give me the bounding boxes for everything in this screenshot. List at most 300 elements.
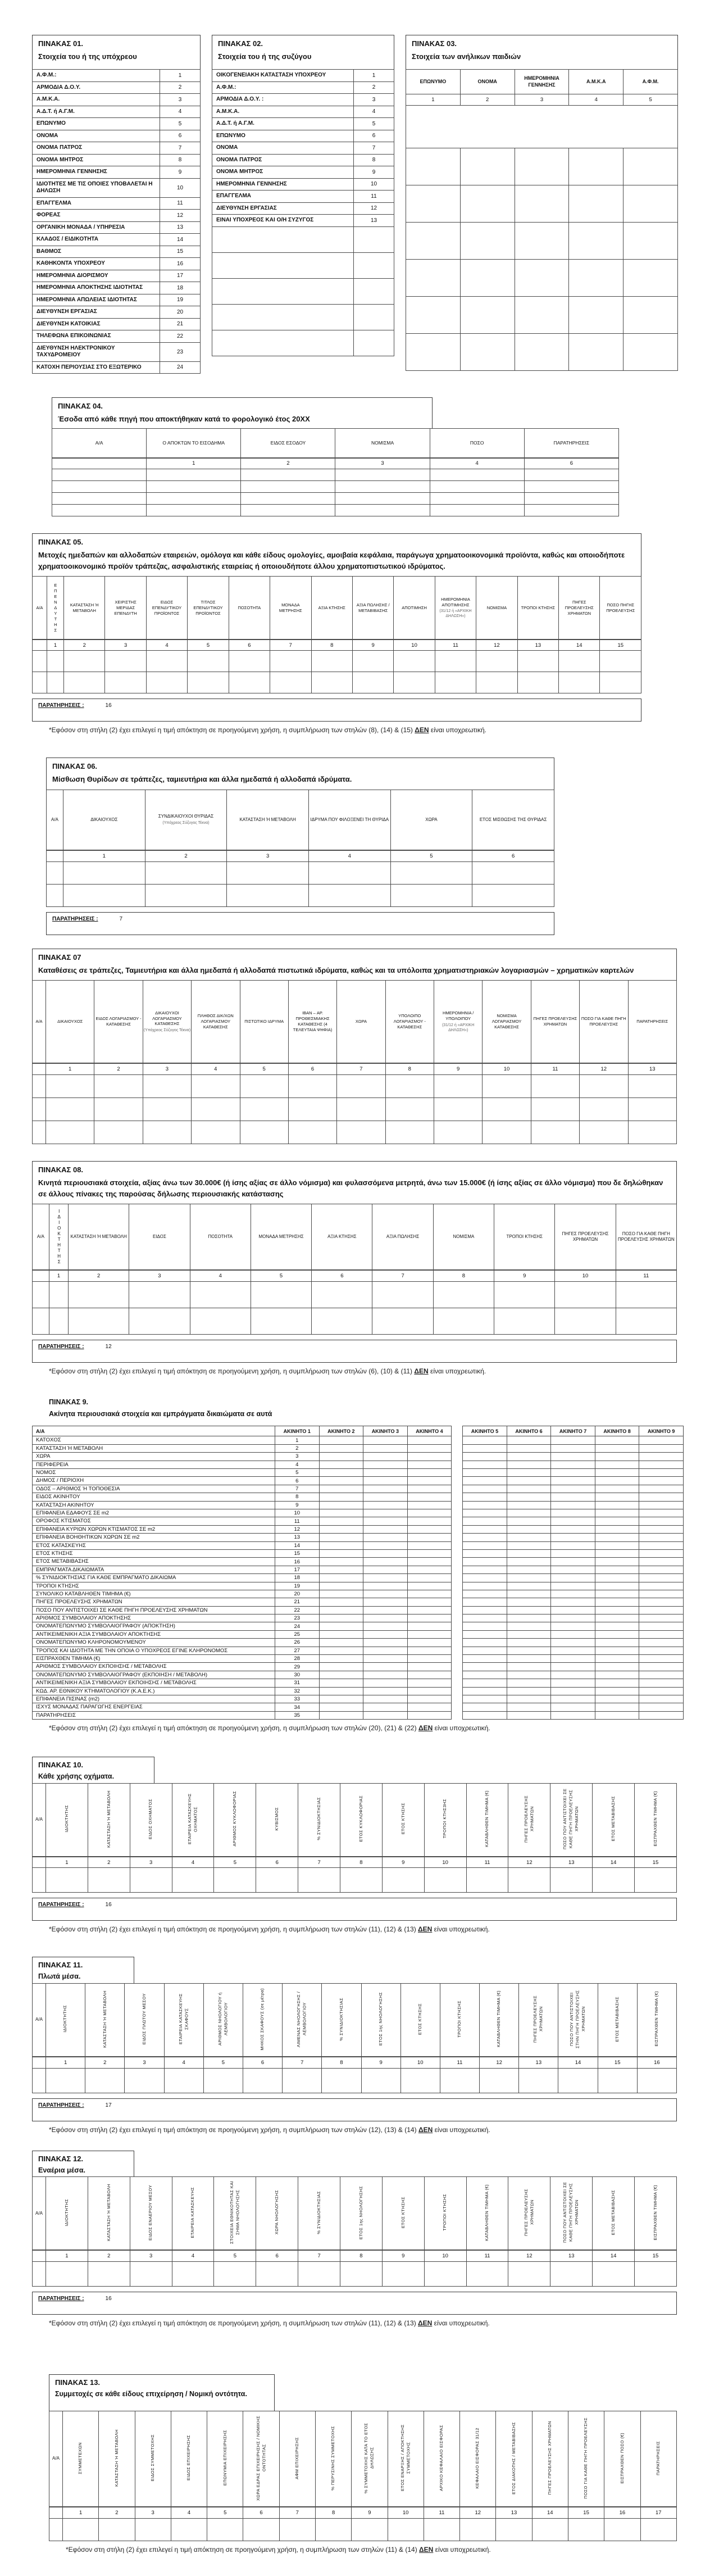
field-row bbox=[33, 1436, 684, 1444]
empty-cell bbox=[407, 1655, 452, 1663]
column-header: ΑΚΙΝΗΤΟ 9 bbox=[639, 1426, 684, 1436]
pinakas-07 bbox=[32, 949, 677, 1144]
empty-cell bbox=[312, 1281, 372, 1308]
empty-cell bbox=[507, 1549, 551, 1557]
empty-cell bbox=[639, 1444, 684, 1452]
column-number bbox=[33, 1857, 46, 1868]
empty-cell bbox=[319, 1574, 363, 1582]
column-header: ΚΑΤΑΒΛΗΘΕΝ ΤΙΜΗΜΑ (€) bbox=[466, 2177, 508, 2251]
column-header: ΑΡΙΘΜΟΣ ΝΗΟΛΟΓΙΟΥ ή ΛΕΜΒΟΛΟΓΙΟΥ bbox=[203, 1983, 243, 2057]
empty-cell bbox=[595, 1436, 639, 1444]
column-header: ΑΚΙΝΗΤΟ 4 bbox=[407, 1426, 452, 1436]
field-label: ΟΝΟΜΑ bbox=[33, 130, 160, 142]
empty-cell bbox=[363, 1517, 408, 1525]
remarks-code: 16 bbox=[105, 702, 112, 709]
empty-cell bbox=[551, 1598, 595, 1606]
empty-cell bbox=[580, 1074, 628, 1097]
empty-cell bbox=[507, 1525, 551, 1533]
field-row bbox=[33, 1582, 684, 1590]
column-header: ΠΟΣΟ ΠΟΥ ΑΝΤΙΣΤΟΙΧΕΙ ΣΤΗΝ ΠΗΓΗ ΠΡΟΕΛΕΥΣΗΣ ΧΡΗΜΑΤΩΝ bbox=[558, 1983, 598, 2057]
column-number: 6 bbox=[524, 458, 618, 469]
empty-cell bbox=[406, 297, 461, 334]
pinakas-09 bbox=[32, 1396, 684, 1732]
empty-cell bbox=[352, 651, 393, 672]
column-number bbox=[33, 1270, 49, 1281]
empty-cell bbox=[146, 672, 187, 693]
empty-cell bbox=[483, 1097, 531, 1121]
empty-cell bbox=[639, 1582, 684, 1590]
field-code: 17 bbox=[275, 1566, 320, 1573]
field-code: 1 bbox=[275, 1436, 320, 1444]
column-number: 3 bbox=[143, 1063, 191, 1074]
column-header: ΣΥΜΜΕΤΕΧΩΝ bbox=[63, 2411, 99, 2507]
empty-cell bbox=[494, 1308, 555, 1334]
empty-cell bbox=[507, 1614, 551, 1622]
field-code: 16 bbox=[160, 258, 201, 270]
empty-cell bbox=[372, 1308, 433, 1334]
field-code: 14 bbox=[160, 234, 201, 246]
empty-cell bbox=[363, 1436, 408, 1444]
column-number: 5 bbox=[251, 1270, 311, 1281]
column-number: 1 bbox=[406, 94, 461, 106]
column-header: ΧΕΙΡΙΣΤΗΣ ΜΕΡΙΔΑΣ ΕΠΕΝΔΥΤΗ bbox=[105, 577, 146, 640]
empty-cell bbox=[531, 1074, 579, 1097]
empty-cell bbox=[463, 1525, 507, 1533]
column-number: 5 bbox=[623, 94, 678, 106]
empty-cell bbox=[407, 1703, 452, 1711]
empty-cell bbox=[551, 1622, 595, 1630]
empty-cell bbox=[616, 1281, 676, 1308]
column-number: 4 bbox=[172, 2250, 214, 2261]
column-header: ΕΤΟΣ ΚΤΗΣΗΣ bbox=[382, 1783, 424, 1857]
empty-row bbox=[33, 1121, 677, 1144]
field-row bbox=[33, 1655, 684, 1663]
column-number: 11 bbox=[466, 1857, 508, 1868]
table-gap bbox=[452, 1534, 463, 1541]
empty-cell bbox=[319, 1541, 363, 1549]
table-gap bbox=[452, 1525, 463, 1533]
column-number-row bbox=[49, 2507, 677, 2518]
empty-cell bbox=[569, 334, 623, 371]
empty-cell bbox=[145, 884, 227, 906]
column-header: ΤΡΟΠΟΙ ΚΤΗΣΗΣ bbox=[440, 1983, 479, 2057]
empty-cell bbox=[243, 2068, 282, 2093]
empty-cell bbox=[639, 1614, 684, 1622]
column-header: ΧΩΡΑ ΕΔΡΑΣ ΕΠΙΧΕΙΡΗΣΗΣ / ΝΟΜΙΚΗΣ ΟΝΤΟΤΗΤΑΣ bbox=[243, 2411, 279, 2507]
column-number: 10 bbox=[424, 2250, 466, 2261]
empty-cell bbox=[639, 1679, 684, 1687]
field-code: 10 bbox=[160, 178, 201, 197]
empty-cell bbox=[463, 1517, 507, 1525]
column-number: 16 bbox=[637, 2057, 676, 2068]
empty-cell bbox=[551, 1525, 595, 1533]
column-number: 5 bbox=[390, 850, 472, 861]
empty-cell bbox=[33, 2068, 46, 2093]
column-header: ΚΑΤΑΒΛΗΘΕΝ ΤΙΜΗΜΑ (€) bbox=[466, 1783, 508, 1857]
field-row bbox=[33, 197, 201, 210]
column-header: ΕΙΣΠΡΑΧΘΕΝ ΤΙΜΗΜΑ (€) bbox=[635, 2177, 677, 2251]
column-header: ΠΗΓΕΣ ΠΡΟΕΛΕΥΣΗΣ ΧΡΗΜΑΤΩΝ bbox=[519, 1983, 558, 2057]
column-number bbox=[49, 2507, 63, 2518]
column-header: ΠΛΗΘΟΣ ΔΙΚ/ΧΩΝ ΛΟΓΑΡΙΑΣΜΟΥ ΚΑΤΑΘΕΣΗΣ bbox=[192, 980, 240, 1063]
column-number: 2 bbox=[94, 1063, 143, 1074]
field-code: 11 bbox=[354, 191, 394, 203]
empty-cell bbox=[507, 1501, 551, 1509]
column-number: 13 bbox=[550, 1857, 593, 1868]
field-row bbox=[33, 1477, 684, 1485]
empty-cell bbox=[33, 1097, 46, 1121]
empty-cell bbox=[595, 1501, 639, 1509]
table-gap bbox=[452, 1436, 463, 1444]
empty-cell bbox=[46, 1868, 88, 1893]
empty-row bbox=[212, 304, 394, 330]
field-row bbox=[212, 215, 394, 227]
empty-row bbox=[33, 2068, 677, 2093]
table-gap bbox=[452, 1426, 463, 1436]
column-header: ΕΙΔΟΣ ΕΣΟΔΟΥ bbox=[241, 429, 335, 458]
empty-cell bbox=[388, 2518, 424, 2541]
empty-cell bbox=[595, 1622, 639, 1630]
empty-cell bbox=[363, 1477, 408, 1485]
column-header: ΚΑΤΑΣΤΑΣΗ Ή ΜΕΤΑΒΟΛΗ bbox=[64, 577, 105, 640]
field-code: 8 bbox=[160, 154, 201, 166]
column-number: 3 bbox=[129, 1270, 190, 1281]
field-row bbox=[33, 1501, 684, 1509]
table-title: Καταθέσεις σε τράπεζες, Ταμιευτήρια και άλλα ημεδαπά ή αλλοδαπά πιστωτικά ιδρύματα, καθώς και τα υπόλοιπα χρηματιστηριακών λογαριασμών – χρηματικών καρτελών bbox=[38, 965, 634, 974]
field-row bbox=[33, 142, 201, 155]
table-number: ΠΙΝΑΚΑΣ 07 bbox=[38, 953, 81, 962]
empty-cell bbox=[466, 1868, 508, 1893]
empty-cell bbox=[555, 1308, 616, 1334]
field-row bbox=[33, 342, 201, 361]
empty-cell bbox=[507, 1444, 551, 1452]
field-code: 26 bbox=[275, 1639, 320, 1647]
column-header: Ο ΑΠΟΚΤΩΝ ΤΟ ΕΙΣΟΔΗΜΑ bbox=[147, 429, 241, 458]
empty-cell bbox=[319, 1493, 363, 1501]
empty-cell bbox=[639, 1436, 684, 1444]
table-gap bbox=[452, 1703, 463, 1711]
empty-cell bbox=[551, 1703, 595, 1711]
field-label: ΔΙΕΥΘΥΝΣΗ ΗΛΕΚΤΡΟΝΙΚΟΥ ΤΑΧΥΔΡΟΜΕΙΟΥ bbox=[33, 342, 160, 361]
table-number: ΠΙΝΑΚΑΣ 03. bbox=[412, 39, 457, 48]
empty-cell bbox=[406, 106, 678, 148]
empty-cell bbox=[33, 1308, 49, 1334]
empty-cell bbox=[337, 1097, 385, 1121]
field-label: ΤΗΛΕΦΩΝΑ ΕΠΙΚΟΙΝΩΝΙΑΣ bbox=[33, 330, 160, 343]
empty-row bbox=[406, 260, 678, 297]
empty-cell bbox=[229, 651, 270, 672]
pinakas-12 bbox=[32, 2151, 677, 2327]
empty-cell bbox=[241, 505, 335, 516]
pinakas-10-table bbox=[32, 1783, 677, 1893]
empty-cell bbox=[319, 1485, 363, 1493]
column-number: 11 bbox=[616, 1270, 676, 1281]
empty-row bbox=[212, 252, 394, 278]
column-number: 13 bbox=[550, 2250, 593, 2261]
empty-cell bbox=[319, 1461, 363, 1468]
field-row bbox=[33, 282, 201, 294]
empty-cell bbox=[227, 861, 309, 884]
column-number: 12 bbox=[508, 2250, 550, 2261]
column-number: 9 bbox=[494, 1270, 555, 1281]
column-number: 12 bbox=[460, 2507, 496, 2518]
column-number: 6 bbox=[229, 640, 270, 651]
empty-cell bbox=[363, 1639, 408, 1647]
column-number: 10 bbox=[424, 1857, 466, 1868]
empty-cell bbox=[319, 1655, 363, 1663]
column-header: ΑΞΙΑ ΠΩΛΗΣΗΣ / ΜΕΤΑΒΙΒΑΣΗΣ bbox=[352, 577, 393, 640]
field-code: 21 bbox=[160, 318, 201, 330]
header-row bbox=[33, 1783, 677, 1857]
empty-cell bbox=[363, 1525, 408, 1533]
table-gap bbox=[452, 1509, 463, 1517]
field-label: ΑΡΜΟΔΙΑ Δ.Ο.Υ. : bbox=[212, 94, 354, 106]
empty-cell bbox=[507, 1622, 551, 1630]
empty-cell bbox=[430, 481, 524, 493]
empty-cell bbox=[595, 1566, 639, 1573]
empty-cell bbox=[143, 1074, 191, 1097]
empty-cell bbox=[363, 1493, 408, 1501]
table-title: Μίσθωση Θυρίδων σε τράπεζες, ταμιευτήρια και άλλα ημεδαπά ή αλλοδαπά ιδρύματα. bbox=[52, 775, 352, 784]
empty-cell bbox=[363, 1711, 408, 1719]
field-row bbox=[212, 154, 394, 166]
empty-cell bbox=[595, 1590, 639, 1598]
empty-cell bbox=[33, 651, 47, 672]
column-number: 4 bbox=[171, 2507, 207, 2518]
empty-cell bbox=[406, 260, 461, 297]
empty-cell bbox=[551, 1590, 595, 1598]
empty-row bbox=[52, 505, 619, 516]
empty-cell bbox=[319, 1525, 363, 1533]
empty-cell bbox=[463, 1647, 507, 1654]
empty-cell bbox=[407, 1517, 452, 1525]
pinakas-10 bbox=[32, 1757, 677, 1933]
column-number: 8 bbox=[315, 2507, 351, 2518]
column-header: ΑΚΙΝΗΤΟ 1 bbox=[275, 1426, 320, 1436]
field-label: Α.Μ.Κ.Α. bbox=[33, 94, 160, 106]
field-code: 3 bbox=[160, 94, 201, 106]
table-gap bbox=[452, 1566, 463, 1573]
header-row bbox=[33, 1426, 684, 1436]
empty-cell bbox=[515, 185, 569, 223]
empty-cell bbox=[595, 1485, 639, 1493]
column-number: 2 bbox=[88, 2250, 130, 2261]
remarks-label: ΠΑΡΑΤΗΡΗΣΕΙΣ : bbox=[38, 2102, 84, 2108]
empty-cell bbox=[595, 1639, 639, 1647]
field-label: ΧΩΡΑ bbox=[33, 1453, 275, 1461]
empty-cell bbox=[551, 1574, 595, 1582]
personal-data-tables bbox=[32, 35, 678, 374]
field-label: Α.Φ.Μ.: bbox=[33, 70, 160, 82]
empty-cell bbox=[143, 1097, 191, 1121]
empty-cell bbox=[319, 1598, 363, 1606]
empty-cell bbox=[363, 1566, 408, 1573]
column-header: ΚΑΤΑΣΤΑΣΗ Ή ΜΕΤΑΒΟΛΗ bbox=[85, 1983, 125, 2057]
column-number-row bbox=[33, 2057, 677, 2068]
field-code: 1 bbox=[354, 70, 394, 82]
field-code: 9 bbox=[160, 166, 201, 179]
pinakas-07-title bbox=[32, 949, 677, 981]
empty-cell bbox=[407, 1453, 452, 1461]
empty-cell bbox=[94, 1074, 143, 1097]
empty-cell bbox=[551, 1461, 595, 1468]
empty-cell bbox=[507, 1679, 551, 1687]
column-number: 7 bbox=[298, 1857, 340, 1868]
column-header: ΕΙΣΠΡΑΧΘΕΝ ΠΟΣΟ (€) bbox=[604, 2411, 640, 2507]
table-number: ΠΙΝΑΚΑΣ 12. bbox=[38, 2154, 84, 2163]
footnote: *Εφόσον στη στήλη (2) έχει επιλεγεί η τιμή απόκτηση σε προηγούμενη χρήση, η συμπλήρωση των στηλών (11), (12) & (13) ΔΕΝ είναι υποχρεωτική. bbox=[49, 2319, 490, 2327]
column-header: ΝΟΜΙΣΜΑ bbox=[335, 429, 430, 458]
field-label: ΚΑΤΑΣΤΑΣΗ ΑΚΙΝΗΤΟΥ bbox=[33, 1501, 275, 1509]
column-header: ΑΞΙΑ ΚΤΗΣΗΣ bbox=[312, 1204, 372, 1270]
empty-cell bbox=[463, 1549, 507, 1557]
header-row bbox=[33, 1204, 677, 1270]
empty-cell bbox=[515, 260, 569, 297]
empty-cell bbox=[407, 1647, 452, 1654]
column-number: 12 bbox=[480, 2057, 519, 2068]
empty-cell bbox=[595, 1558, 639, 1566]
empty-cell bbox=[551, 1541, 595, 1549]
empty-row bbox=[212, 226, 394, 252]
empty-cell bbox=[363, 1630, 408, 1638]
pinakas-04-title bbox=[52, 397, 433, 429]
field-row bbox=[212, 106, 394, 118]
empty-cell bbox=[319, 1630, 363, 1638]
empty-cell bbox=[463, 1639, 507, 1647]
table-gap bbox=[452, 1598, 463, 1606]
empty-cell bbox=[47, 651, 64, 672]
empty-cell bbox=[463, 1687, 507, 1695]
table-gap bbox=[452, 1501, 463, 1509]
empty-cell bbox=[363, 1598, 408, 1606]
empty-cell bbox=[335, 505, 430, 516]
empty-cell bbox=[407, 1549, 452, 1557]
column-number: 11 bbox=[440, 2057, 479, 2068]
table-number: ΠΙΝΑΚΑΣ 10. bbox=[38, 1761, 84, 1770]
field-row bbox=[33, 294, 201, 306]
empty-cell bbox=[551, 1477, 595, 1485]
empty-cell bbox=[33, 2261, 46, 2286]
empty-row bbox=[406, 334, 678, 371]
field-code: 2 bbox=[160, 81, 201, 94]
empty-cell bbox=[496, 2518, 532, 2541]
empty-cell bbox=[463, 1582, 507, 1590]
empty-cell bbox=[604, 2518, 640, 2541]
empty-cell bbox=[531, 1097, 579, 1121]
column-header: ΚΑΤΑΣΤΑΣΗ Ή ΜΕΤΑΒΟΛΗ bbox=[227, 790, 309, 850]
empty-cell bbox=[595, 1647, 639, 1654]
empty-cell bbox=[639, 1549, 684, 1557]
empty-cell bbox=[639, 1647, 684, 1654]
column-header: ΕΤΟΣ ΜΙΣΘΩΣΗΣ ΤΗΣ ΘΥΡΙΔΑΣ bbox=[472, 790, 554, 850]
empty-cell bbox=[440, 2068, 479, 2093]
column-header: Α/Α bbox=[33, 980, 46, 1063]
column-header: ΚΥΒΙΣΜΟΣ bbox=[256, 1783, 298, 1857]
empty-cell bbox=[394, 672, 435, 693]
empty-cell bbox=[463, 1622, 507, 1630]
empty-cell bbox=[550, 2261, 593, 2286]
empty-cell bbox=[363, 1469, 408, 1477]
field-code: 31 bbox=[275, 1679, 320, 1687]
column-number: 4 bbox=[569, 94, 623, 106]
empty-cell bbox=[519, 2068, 558, 2093]
pinakas-02 bbox=[212, 35, 394, 356]
column-header: ΙΔΙΟΚΤΗΤΗΣ bbox=[46, 1983, 85, 2057]
field-code: 22 bbox=[160, 330, 201, 343]
empty-cell bbox=[463, 1566, 507, 1573]
empty-cell bbox=[635, 2261, 677, 2286]
empty-cell bbox=[407, 1534, 452, 1541]
empty-cell bbox=[463, 1501, 507, 1509]
column-number: 5 bbox=[207, 2507, 243, 2518]
column-header: ΗΜΕΡΟΜΗΝΙΑ / ΥΠΟΛΟΙΠΟΥ (31/12 ή «ΑΡΧΙΚΗ ΔΗΛΩΣΗ») bbox=[434, 980, 483, 1063]
column-header: ΕΤΟΣ ΜΕΤΑΒΙΒΑΣΗΣ bbox=[593, 2177, 635, 2251]
column-header: ΑΡΧΙΚΟ ΚΕΦΑΛΑΙΟ ΕΙΣΦΟΡΑΣ bbox=[424, 2411, 459, 2507]
footnote: *Εφόσον στη στήλη (2) έχει επιλεγεί η τιμή απόκτηση σε προηγούμενη χρήση, η συμπλήρωση των στηλών (11) & (14) ΔΕΝ είναι υποχρεωτική. bbox=[66, 2545, 491, 2554]
field-code: 20 bbox=[275, 1590, 320, 1598]
empty-cell bbox=[508, 1868, 550, 1893]
field-row bbox=[212, 166, 394, 179]
field-label: Α.Μ.Κ.Α. bbox=[212, 106, 354, 118]
field-code: 6 bbox=[354, 130, 394, 142]
column-header: ΠΟΣΟΤΗΤΑ bbox=[229, 577, 270, 640]
field-code: 23 bbox=[160, 342, 201, 361]
empty-cell bbox=[598, 2068, 637, 2093]
column-number: 12 bbox=[476, 640, 517, 651]
empty-cell bbox=[463, 1469, 507, 1477]
empty-cell bbox=[147, 469, 241, 481]
field-label: ΑΝΤΙΚΕΙΜΕΝΙΚΗ ΑΞΙΑ ΣΥΜΒΟΛΑΙΟΥ ΑΠΟΚΤΗΣΗΣ bbox=[33, 1630, 275, 1638]
empty-cell bbox=[551, 1444, 595, 1452]
empty-cell bbox=[434, 1074, 483, 1097]
empty-cell bbox=[33, 1868, 46, 1893]
empty-cell bbox=[551, 1517, 595, 1525]
empty-cell bbox=[407, 1630, 452, 1638]
empty-cell bbox=[550, 1868, 593, 1893]
column-number: 14 bbox=[558, 2057, 598, 2068]
pinakas-01-table bbox=[32, 69, 201, 374]
empty-cell bbox=[135, 2518, 171, 2541]
empty-cell bbox=[639, 1534, 684, 1541]
field-row bbox=[212, 81, 394, 94]
field-code: 34 bbox=[275, 1703, 320, 1711]
column-header: ΜΟΝΑΔΑ ΜΕΤΡΗΣΗΣ bbox=[251, 1204, 311, 1270]
empty-cell bbox=[319, 1622, 363, 1630]
column-number: 8 bbox=[433, 1270, 494, 1281]
empty-cell bbox=[407, 1671, 452, 1679]
column-header: ΕΙΔΟΣ ΕΠΕΝΔΥΤΙΚΟΥ ΠΡΟΪΟΝΤΟΣ bbox=[146, 577, 187, 640]
column-number: 5 bbox=[188, 640, 229, 651]
empty-cell bbox=[595, 1453, 639, 1461]
column-header: ΕΤΟΣ 1ης ΝΗΟΛΟΓΗΣΗΣ bbox=[340, 2177, 383, 2251]
empty-cell bbox=[640, 2518, 677, 2541]
column-number-row bbox=[33, 1270, 677, 1281]
empty-cell bbox=[551, 1679, 595, 1687]
field-row bbox=[33, 1444, 684, 1452]
field-label: ΟΝΟΜΑ ΠΑΤΡΟΣ bbox=[33, 142, 160, 155]
empty-cell bbox=[593, 2261, 635, 2286]
empty-row bbox=[33, 1308, 677, 1334]
column-header: ΠΗΓΕΣ ΠΡΟΕΛΕΥΣΗΣ ΧΡΗΜΑΤΩΝ bbox=[531, 980, 579, 1063]
empty-cell bbox=[595, 1598, 639, 1606]
field-row bbox=[33, 1485, 684, 1493]
column-number: 4 bbox=[146, 640, 187, 651]
field-label: ΗΜΕΡΟΜΗΝΙΑ ΓΕΝΝΗΣΗΣ bbox=[212, 178, 354, 191]
field-code: 11 bbox=[160, 197, 201, 210]
empty-cell bbox=[319, 1663, 363, 1671]
column-number: 6 bbox=[243, 2057, 282, 2068]
pinakas-02-title bbox=[212, 35, 394, 70]
